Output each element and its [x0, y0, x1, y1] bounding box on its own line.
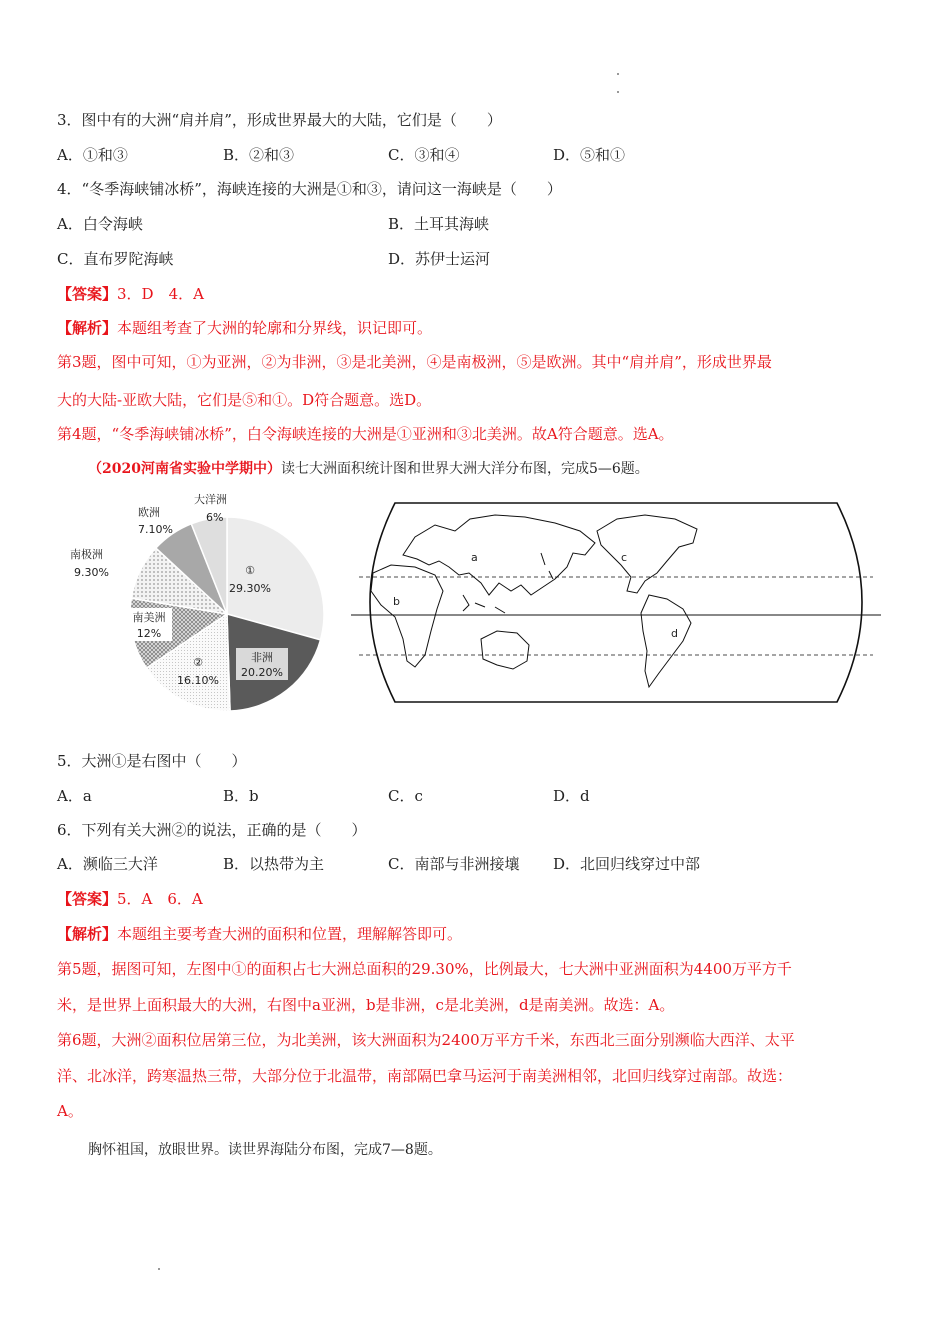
pie-value-1: 29.30% [229, 582, 271, 595]
q6-stem: 6．下列有关大洲②的说法，正确的是（ ） [57, 821, 367, 839]
q3-stem: 3．图中有的大洲“肩并肩”，形成世界最大的大陆，它们是（ ） [57, 111, 502, 129]
page-mark [617, 73, 619, 75]
pie-value-africa: 20.20% [241, 666, 283, 679]
map-label-a: a [471, 551, 478, 564]
q5-option-d[interactable]: D．d [553, 787, 590, 805]
q6-option-c[interactable]: C．南部与非洲接壤 [388, 855, 520, 873]
q5-option-a[interactable]: A．a [57, 787, 92, 805]
intro-text: 读七大洲面积统计图和世界大洲大洋分布图，完成5—6题。 [280, 461, 649, 477]
intro-7-8: 胸怀祖国，放眼世界。读世界海陆分布图，完成7—8题。 [88, 1142, 442, 1158]
map-label-c: c [621, 551, 628, 564]
q5-stem: 5．大洲①是右图中（ ） [57, 752, 247, 770]
map-frame [370, 503, 862, 702]
pie-value-europe: 7.10% [138, 523, 173, 536]
pie-value-antarctica: 9.30% [74, 566, 109, 579]
world-continent-ocean-map [345, 495, 887, 710]
continent-area-pie-chart [60, 490, 335, 720]
q5-option-c[interactable]: C．c [388, 787, 423, 805]
q5-option-b[interactable]: B．b [223, 787, 259, 805]
answer-tag: 【答案】 [57, 890, 118, 908]
q6-option-d[interactable]: D．北回归线穿过中部 [553, 855, 701, 873]
analysis1-line: 第4题，“冬季海峡铺冰桥”，白令海峡连接的大洲是①亚洲和③北美洲。故A符合题意。选A。 [57, 425, 674, 443]
page-mark [617, 91, 619, 93]
q4-option-b[interactable]: B．土耳其海峡 [388, 215, 490, 233]
q3-option-d[interactable]: D．⑤和① [553, 146, 626, 164]
pie-label-oceania: 大洋洲 [194, 493, 227, 506]
pie-label-antarctica: 南极洲 [70, 548, 103, 561]
q6-option-b[interactable]: B．以热带为主 [223, 855, 325, 873]
analysis2-line: 米，是世界上面积最大的大洲，右图中a亚洲，b是非洲，c是北美洲，d是南美洲。故选：A。 [57, 996, 675, 1014]
source-label: （2020河南省实验中学期中） [88, 461, 281, 477]
answer-block-2 [57, 889, 203, 909]
analysis-block-1 [57, 318, 432, 338]
answer-block-1 [57, 284, 204, 304]
analysis1-line: 第3题，图中可知，①为亚洲，②为非洲，③是北美洲，④是南极洲，⑤是欧洲。其中“肩并肩”，形成世界最 [57, 353, 772, 371]
pie-label-europe: 欧洲 [138, 506, 160, 519]
analysis-tag: 【解析】 [57, 319, 118, 337]
analysis-text: 本题组主要考查大洲的面积和位置，理解解答即可。 [117, 925, 463, 943]
q4-option-a[interactable]: A．白令海峡 [57, 215, 143, 233]
analysis-block-2 [57, 924, 462, 944]
pie-value-south-america: 12% [136, 627, 162, 640]
answer-tag: 【答案】 [57, 285, 118, 303]
q4-option-c[interactable]: C．直布罗陀海峡 [57, 250, 174, 268]
q6-option-a[interactable]: A．濒临三大洋 [57, 855, 158, 873]
q3-option-b[interactable]: B．②和③ [223, 146, 295, 164]
pie-label-africa: 非洲 [251, 651, 273, 664]
q3-option-a[interactable]: A．①和③ [57, 146, 128, 164]
analysis1-line: 大的大陆-亚欧大陆，它们是⑤和①。D符合题意。选D。 [57, 391, 432, 409]
analysis2-line: 洋、北冰洋，跨寒温热三带，大部分位于北温带，南部隔巴拿马运河于南美洲相邻，北回归线穿过南部。故选： [57, 1067, 793, 1085]
map-label-b: b [393, 595, 400, 608]
pie-value-2: 16.10% [177, 674, 219, 687]
pie-label-south-america: 南美洲 [132, 611, 166, 624]
analysis2-line: A。 [57, 1102, 83, 1120]
q4-option-d[interactable]: D．苏伊士运河 [388, 250, 491, 268]
pie-value-oceania: 6% [206, 511, 224, 524]
map-label-d: d [671, 627, 678, 640]
analysis2-line: 第6题，大洲②面积位居第三位，为北美洲，该大洲面积为2400万平方千米，东西北三面分别濒临大西洋、太平 [57, 1031, 795, 1049]
q3-option-c[interactable]: C．③和④ [388, 146, 460, 164]
answer-text: 3．D 4．A [117, 285, 204, 303]
pie-label-2: ② [193, 656, 203, 669]
analysis2-line: 第5题，据图可知，左图中①的面积占七大洲总面积的29.30%，比例最大，七大洲中亚洲面积为4400万平方千 [57, 960, 792, 978]
analysis-text: 本题组考查了大洲的轮廓和分界线，识记即可。 [117, 319, 433, 337]
q4-stem: 4．“冬季海峡铺冰桥”，海峡连接的大洲是①和③，请问这一海峡是（ ） [57, 180, 562, 198]
analysis-tag: 【解析】 [57, 925, 118, 943]
intro-5-6 [88, 459, 649, 479]
answer-text: 5．A 6．A [117, 890, 203, 908]
page-mark [158, 1268, 160, 1270]
pie-label-1: ① [245, 564, 255, 577]
